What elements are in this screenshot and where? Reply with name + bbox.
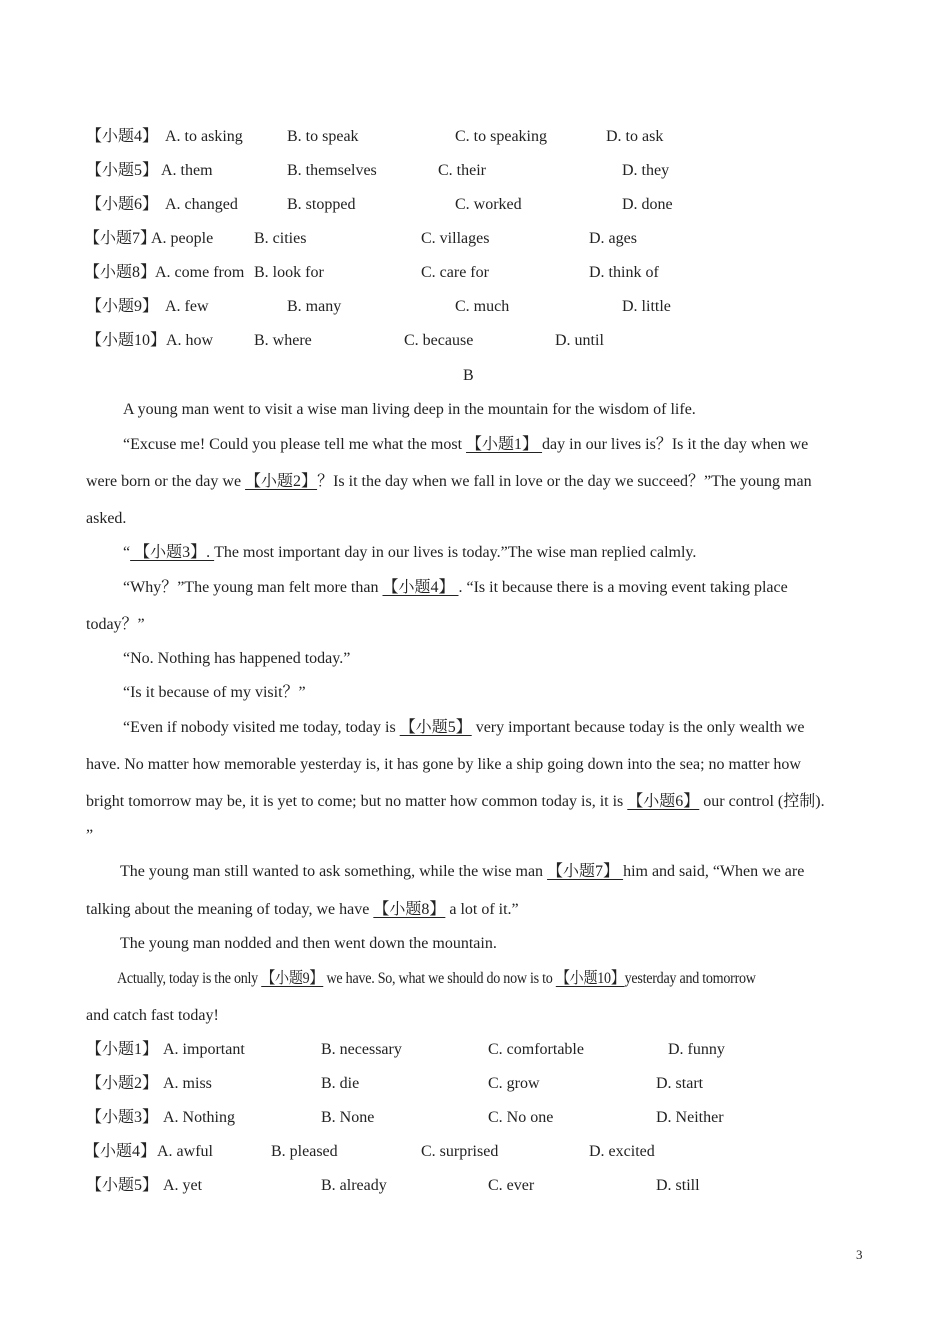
- blank-question-marker: 【小题10】: [555, 970, 625, 987]
- passage-text: a lot of it.”: [445, 901, 519, 918]
- answer-option-b[interactable]: B. stopped: [287, 196, 356, 213]
- answer-option-d[interactable]: D. little: [622, 298, 671, 315]
- passage-line: [86, 756, 801, 774]
- passage-line: [123, 650, 350, 668]
- blank-question-marker: 【小题5】: [399, 719, 472, 736]
- passage-text: him and said, “When we are: [623, 863, 805, 880]
- passage-text: day in our lives is？Is it the day when we: [542, 436, 809, 453]
- answer-option-d[interactable]: D. ages: [589, 230, 637, 247]
- answer-option-c[interactable]: C. grow: [488, 1075, 540, 1092]
- passage-line: [86, 510, 126, 528]
- passage-text: Actually, today is the only: [117, 970, 262, 987]
- answer-option-d[interactable]: D. Neither: [656, 1109, 724, 1126]
- answer-option-a[interactable]: A. people: [151, 230, 214, 247]
- answer-option-c[interactable]: C. villages: [421, 230, 490, 247]
- answer-option-c[interactable]: C. ever: [488, 1177, 535, 1194]
- answer-option-d[interactable]: D. until: [555, 332, 604, 349]
- question-label: 【小题9】: [86, 298, 159, 315]
- passage-line: [86, 901, 519, 919]
- answer-option-b[interactable]: B. pleased: [271, 1143, 338, 1160]
- question-label: 【小题4】: [86, 128, 159, 145]
- answer-option-a[interactable]: A. to asking: [165, 128, 243, 145]
- answer-option-a[interactable]: A. changed: [165, 196, 238, 213]
- answer-option-b[interactable]: B. look for: [254, 264, 324, 281]
- question-label: 【小题4】: [84, 1143, 157, 1160]
- question-label: 【小题2】: [86, 1075, 159, 1092]
- answer-option-d[interactable]: D. start: [656, 1075, 704, 1092]
- answer-option-d[interactable]: D. think of: [589, 264, 659, 281]
- answer-option-a[interactable]: A. Nothing: [163, 1109, 235, 1126]
- answer-option-a[interactable]: A. awful: [157, 1143, 213, 1160]
- passage-text: today？”: [86, 616, 145, 633]
- question-label: 【小题5】: [86, 1177, 159, 1194]
- answer-option-c[interactable]: C. their: [438, 162, 486, 179]
- passage-text: have. No matter how memorable yesterday is, it has gone by like a ship going down into the sea; no matter how: [86, 756, 801, 773]
- passage-text: very important because today is the only wealth we: [471, 719, 805, 736]
- passage-line: [86, 827, 93, 845]
- passage-line: [86, 616, 145, 634]
- passage-line: [123, 719, 805, 737]
- answer-option-a[interactable]: A. miss: [163, 1075, 212, 1092]
- answer-option-c[interactable]: C. worked: [455, 196, 522, 213]
- passage-text: talking about the meaning of today, we have: [86, 901, 374, 918]
- passage-text: “: [123, 544, 131, 561]
- answer-option-b[interactable]: B. themselves: [287, 162, 377, 179]
- answer-option-b[interactable]: B. where: [254, 332, 312, 349]
- answer-option-c[interactable]: C. much: [455, 298, 510, 315]
- answer-option-c[interactable]: C. surprised: [421, 1143, 499, 1160]
- blank-question-marker: 【小题4】: [382, 579, 459, 596]
- answer-option-d[interactable]: D. done: [622, 196, 673, 213]
- answer-option-c[interactable]: C. No one: [488, 1109, 554, 1126]
- passage-text: . “Is it because there is a moving event taking place: [458, 579, 788, 596]
- passage-text: and catch fast today!: [86, 1007, 219, 1024]
- answer-option-d[interactable]: D. funny: [668, 1041, 725, 1058]
- passage-line: [123, 579, 788, 597]
- passage-line: [123, 436, 808, 454]
- passage-text: were born or the day we: [86, 473, 246, 490]
- passage-line: [123, 544, 696, 562]
- passage-text: “Is it because of my visit？”: [123, 684, 306, 701]
- passage-text: A young man went to visit a wise man living deep in the mountain for the wisdom of life.: [123, 401, 696, 418]
- answer-option-c[interactable]: C. comfortable: [488, 1041, 584, 1058]
- blank-question-marker: 【小题1】: [466, 436, 543, 453]
- answer-option-d[interactable]: D. still: [656, 1177, 700, 1194]
- answer-option-b[interactable]: B. None: [321, 1109, 375, 1126]
- answer-option-d[interactable]: D. to ask: [606, 128, 664, 145]
- passage-text: The most important day in our lives is today.”The wise man replied calmly.: [214, 544, 697, 561]
- answer-option-a[interactable]: A. how: [166, 332, 214, 349]
- passage-line: [86, 1007, 219, 1025]
- passage-line: [123, 401, 696, 419]
- question-label: 【小题7】: [84, 230, 157, 247]
- answer-option-b[interactable]: B. many: [287, 298, 342, 315]
- answer-option-c[interactable]: C. to speaking: [455, 128, 547, 145]
- answer-option-c[interactable]: C. because: [404, 332, 474, 349]
- question-label: 【小题10】: [86, 332, 167, 349]
- passage-text: The young man still wanted to ask something, while the wise man: [120, 863, 548, 880]
- answer-option-a[interactable]: A. them: [161, 162, 213, 179]
- answer-option-b[interactable]: B. to speak: [287, 128, 359, 145]
- answer-option-b[interactable]: B. die: [321, 1075, 360, 1092]
- answer-option-c[interactable]: C. care for: [421, 264, 489, 281]
- passage-text: “No. Nothing has happened today.”: [123, 650, 351, 667]
- blank-question-marker: 【小题3】.: [130, 544, 215, 561]
- passage-text: our control (控制).: [699, 793, 825, 810]
- answer-option-a[interactable]: A. yet: [163, 1177, 203, 1194]
- passage-text: bright tomorrow may be, it is yet to come; but no matter how common today is, it is: [86, 793, 628, 810]
- passage-text: ？Is it the day when we fall in love or the day we succeed？”The young man: [317, 473, 812, 490]
- answer-option-a[interactable]: A. few: [165, 298, 209, 315]
- answer-option-b[interactable]: B. cities: [254, 230, 307, 247]
- blank-question-marker: 【小题9】: [261, 970, 324, 987]
- blank-question-marker: 【小题8】: [373, 901, 446, 918]
- passage-text: yesterday and tomorrow: [624, 970, 756, 987]
- passage-line: [120, 863, 804, 881]
- page-number: 3: [856, 1247, 863, 1262]
- question-label: 【小题1】: [86, 1041, 159, 1058]
- question-label: 【小题6】: [86, 196, 159, 213]
- question-label: 【小题3】: [86, 1109, 159, 1126]
- passage-text: “Excuse me! Could you please tell me what the most: [123, 436, 467, 453]
- passage-line: [120, 935, 497, 953]
- answer-option-b[interactable]: B. necessary: [321, 1041, 402, 1058]
- passage-line: [123, 684, 306, 702]
- question-label: 【小题8】: [84, 264, 157, 281]
- passage-text: “Even if nobody visited me today, today is: [123, 719, 400, 736]
- passage-text: The young man nodded and then went down the mountain.: [120, 935, 497, 952]
- blank-question-marker: 【小题2】: [245, 473, 318, 490]
- blank-question-marker: 【小题6】: [627, 793, 700, 810]
- question-label: 【小题5】: [86, 162, 159, 179]
- passage-line: [86, 473, 812, 491]
- section-heading: B: [463, 367, 474, 384]
- passage-line: [86, 793, 825, 811]
- passage-text: we have. So, what we should do now is to: [323, 970, 556, 987]
- answer-option-b[interactable]: B. already: [321, 1177, 387, 1194]
- passage-text: asked.: [86, 510, 127, 527]
- answer-option-d[interactable]: D. they: [622, 162, 670, 179]
- answer-option-d[interactable]: D. excited: [589, 1143, 655, 1160]
- answer-option-a[interactable]: A. come from: [155, 264, 245, 281]
- passage-text: “Why？”The young man felt more than: [123, 579, 383, 596]
- passage-text: ”: [86, 827, 94, 844]
- answer-option-a[interactable]: A. important: [163, 1041, 245, 1058]
- passage-line: [117, 970, 756, 988]
- blank-question-marker: 【小题7】: [547, 863, 624, 880]
